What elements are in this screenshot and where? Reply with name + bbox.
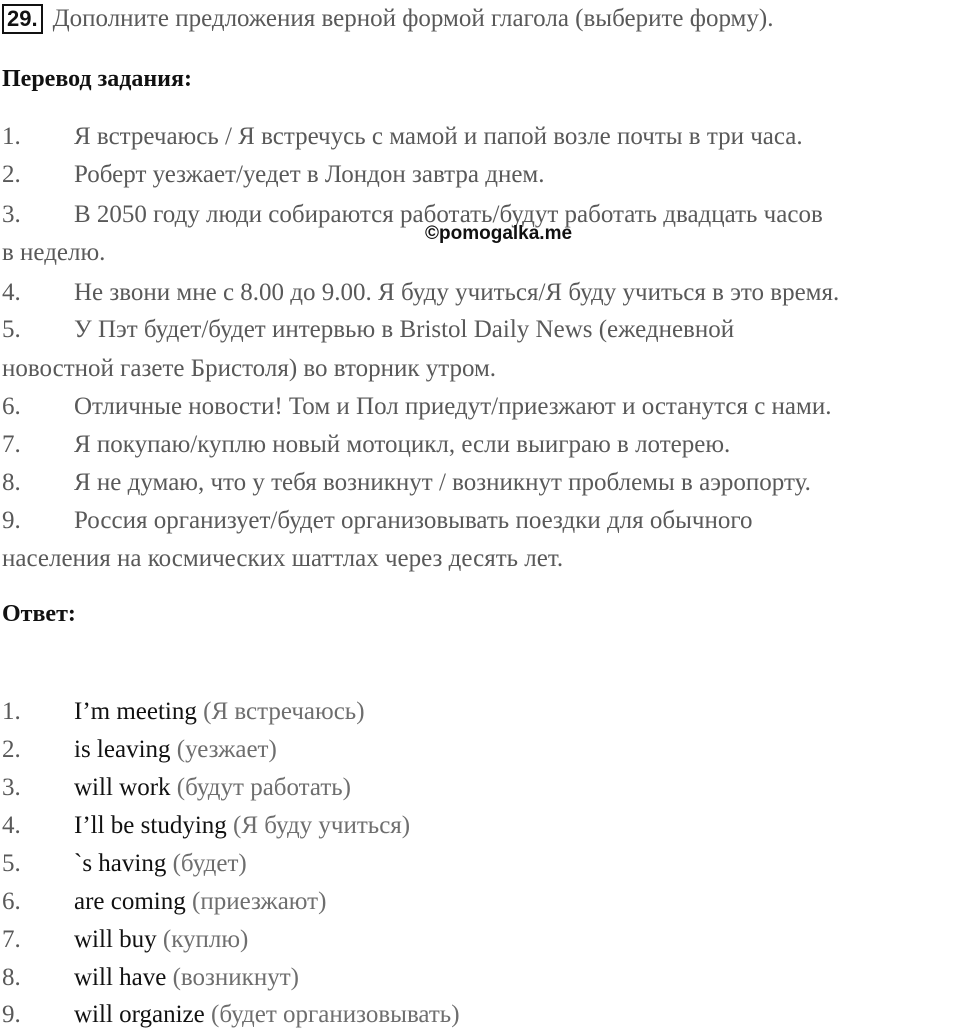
answer-gloss: (приезжают) (185, 888, 327, 915)
translation-line (2, 506, 753, 536)
line-number: 8. (2, 469, 21, 496)
line-text: Не звони мне с 8.00 до 9.00. Я буду учиться/Я буду учиться в это время. (74, 279, 840, 306)
answer-text: will organize (74, 1001, 205, 1028)
line-text: Россия организует/будет организовывать поездки для обычного (74, 507, 753, 534)
line-text: Роберт уезжает/уедет в Лондон завтра днем. (74, 161, 545, 188)
translation-line (2, 278, 839, 308)
answer-number: 5. (2, 850, 21, 877)
answer-gloss: (Я буду учиться) (226, 812, 411, 839)
answer-number: 4. (2, 812, 21, 839)
line-text: Я не думаю, что у тебя возникнут / возникнут проблемы в аэропорту. (74, 469, 811, 496)
line-number: 9. (2, 507, 21, 534)
answer-text: `s having (74, 850, 167, 877)
answer-number: 6. (2, 888, 21, 915)
line-number: 6. (2, 393, 21, 420)
line-text: Я покупаю/куплю новый мотоцикл, если выиграю в лотерею. (74, 431, 731, 458)
translation-line (2, 468, 811, 498)
translation-line: населения на космических шаттлах через десять лет. (2, 545, 564, 572)
line-number: 2. (2, 161, 21, 188)
answer-number: 1. (2, 698, 21, 725)
line-number: 1. (2, 123, 21, 150)
line-text: Я встречаюсь / Я встречусь с мамой и папой возле почты в три часа. (74, 123, 803, 150)
task-header (2, 2, 773, 36)
answer-text: is leaving (74, 736, 171, 763)
answer-number: 7. (2, 926, 21, 953)
answer-gloss: (будет организовывать) (204, 1001, 460, 1028)
answer-number: 8. (2, 964, 21, 991)
translation-heading: Перевод задания: (2, 66, 192, 92)
translation-line (2, 392, 831, 422)
answer-item (2, 773, 351, 803)
translation-line (2, 122, 803, 152)
line-text: У Пэт будет/будет интервью в Bristol Daily News (ежедневной (74, 316, 735, 343)
answer-item (2, 887, 326, 917)
task-number-badge: 29. (2, 4, 43, 34)
answer-text: will work (74, 774, 171, 801)
answer-item (2, 735, 277, 765)
answer-item (2, 1000, 460, 1030)
answer-gloss: (куплю) (156, 926, 249, 953)
answer-gloss: (уезжает) (170, 736, 277, 763)
translation-line (2, 430, 730, 460)
answer-number: 3. (2, 774, 21, 801)
line-text: Отличные новости! Том и Пол приедут/приезжают и останутся с нами. (74, 393, 832, 420)
watermark: ©pomogalka.me (425, 223, 573, 244)
answer-item (2, 849, 247, 879)
answer-gloss: (Я встречаюсь) (196, 698, 365, 725)
line-number: 7. (2, 431, 21, 458)
answer-gloss: (возникнут) (166, 964, 299, 991)
line-number: 3. (2, 201, 21, 228)
answer-heading: Ответ: (2, 601, 76, 627)
line-number: 4. (2, 279, 21, 306)
answer-text: I’m meeting (74, 698, 197, 725)
task-instruction: Дополните предложения верной формой глагола (выберите форму). (52, 5, 774, 32)
line-number: 5. (2, 316, 21, 343)
answer-item (2, 697, 365, 727)
answer-text: are coming (74, 888, 186, 915)
translation-line: новостной газете Бристоля) во вторник утром. (2, 355, 497, 382)
answer-text: will buy (74, 926, 157, 953)
translation-line (2, 160, 544, 190)
answer-number: 2. (2, 736, 21, 763)
answer-item (2, 811, 410, 841)
translation-line: в неделю. (2, 239, 106, 266)
translation-line (2, 315, 734, 345)
answer-item (2, 925, 248, 955)
answer-text: I’ll be studying (74, 812, 227, 839)
translation-line (2, 200, 823, 230)
answer-item (2, 963, 299, 993)
line-text: В 2050 году люди собираются работать/будут работать двадцать часов (74, 201, 823, 228)
answer-gloss: (будет) (166, 850, 247, 877)
answer-number: 9. (2, 1001, 21, 1028)
answer-gloss: (будут работать) (170, 774, 352, 801)
answer-text: will have (74, 964, 167, 991)
